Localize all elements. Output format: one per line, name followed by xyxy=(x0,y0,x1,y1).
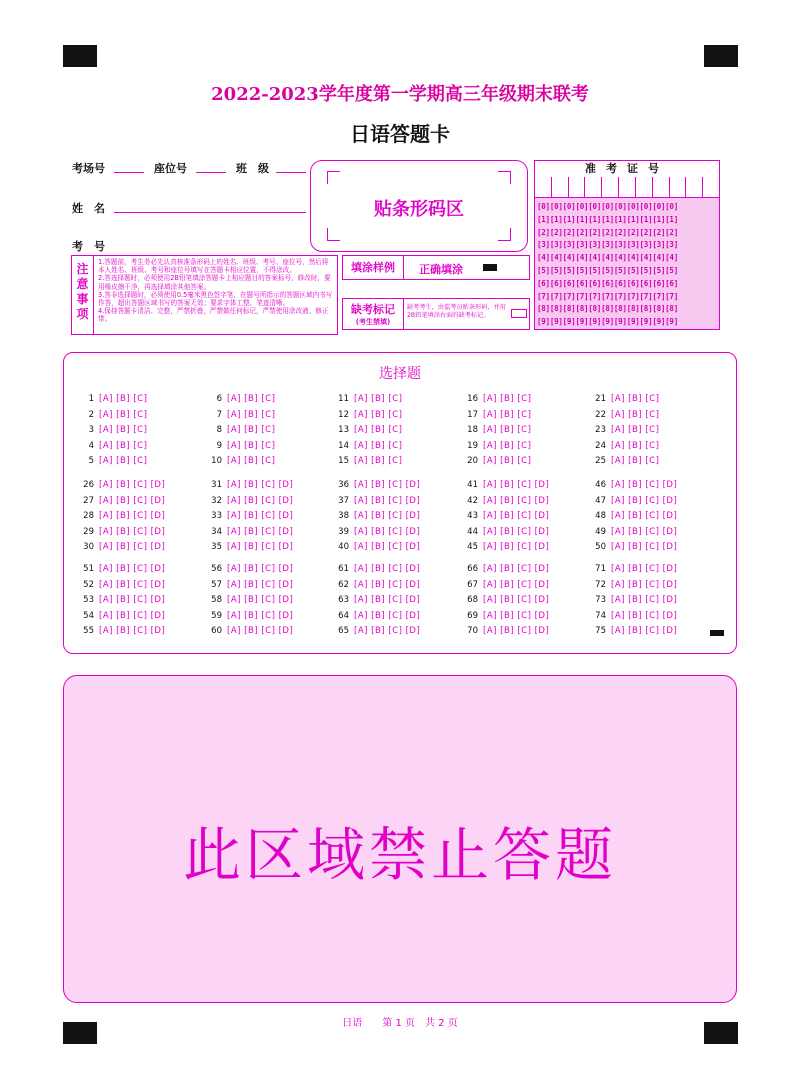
question-number: 13 xyxy=(338,425,349,435)
student-id-label: 考 号 xyxy=(72,240,105,253)
answer-options[interactable]: [A] [B] [C] xyxy=(611,409,660,420)
question-59[interactable] xyxy=(202,611,293,621)
answer-options[interactable]: [A] [B] [C] [D] xyxy=(611,579,678,590)
question-number: 4 xyxy=(88,440,94,451)
question-number: 22 xyxy=(595,409,606,420)
answer-options[interactable]: [A] [B] [C] [D] xyxy=(483,526,550,537)
question-66[interactable] xyxy=(458,564,549,574)
question-number: 66 xyxy=(467,564,478,574)
question-number: 1 xyxy=(88,394,94,404)
answer-options[interactable]: [A] [B] [C] [D] xyxy=(354,511,421,521)
question-number: 21 xyxy=(595,394,606,404)
question-number: 69 xyxy=(467,610,478,621)
question-20[interactable] xyxy=(458,456,531,466)
question-19[interactable] xyxy=(458,441,531,451)
question-number: 38 xyxy=(338,511,349,521)
seat-label: 座位号 xyxy=(154,162,187,175)
answer-options[interactable]: [A] [B] [C] xyxy=(354,456,403,466)
question-number: 56 xyxy=(211,564,222,574)
question-number: 46 xyxy=(595,480,606,490)
question-34[interactable] xyxy=(202,527,293,537)
digit-row[interactable]: [4][4][4][4][4][4][4][4][4][4][4] xyxy=(537,253,678,263)
question-number: 71 xyxy=(595,564,606,574)
name-label: 姓 名 xyxy=(72,202,105,215)
question-64[interactable] xyxy=(329,611,420,621)
barcode-corner xyxy=(327,228,340,241)
question-73[interactable] xyxy=(586,595,677,605)
question-number: 52 xyxy=(83,579,94,590)
alignment-mark-top-right xyxy=(704,45,738,67)
question-number: 41 xyxy=(467,480,478,490)
answer-options[interactable]: [A] [B] [C] [D] xyxy=(227,610,294,621)
notes-box xyxy=(71,255,338,335)
question-number: 68 xyxy=(467,595,478,605)
answer-options[interactable]: [A] [B] [C] [D] xyxy=(227,595,294,605)
answer-options[interactable]: [A] [B] [C] xyxy=(611,440,660,451)
answer-options[interactable]: [A] [B] [C] xyxy=(354,394,403,404)
question-number: 9 xyxy=(216,440,222,451)
answer-options[interactable]: [A] [B] [C] [D] xyxy=(611,511,678,521)
question-68[interactable] xyxy=(458,595,549,605)
question-33[interactable] xyxy=(202,511,293,521)
exam-number-header: 准考证号 xyxy=(535,161,719,178)
answer-options[interactable]: [A] [B] [C] xyxy=(227,409,276,420)
question-38[interactable] xyxy=(329,511,420,521)
question-number: 73 xyxy=(595,595,606,605)
barcode-corner xyxy=(498,228,511,241)
question-44[interactable] xyxy=(458,527,549,537)
class-label: 班 级 xyxy=(236,162,269,175)
correct-fill-mark xyxy=(483,264,497,271)
question-36[interactable] xyxy=(329,480,420,490)
question-52[interactable] xyxy=(74,580,165,590)
class-field[interactable] xyxy=(276,160,306,173)
question-22[interactable] xyxy=(586,410,659,420)
answer-options[interactable]: [A] [B] [C] [D] xyxy=(483,579,550,590)
digit-row[interactable]: [7][7][7][7][7][7][7][7][7][7][7] xyxy=(537,291,678,301)
question-58[interactable] xyxy=(202,595,293,605)
absent-mark-sublabel: (考生禁填) xyxy=(355,318,391,326)
question-number: 30 xyxy=(83,542,94,552)
answer-options[interactable]: [A] [B] [C] [D] xyxy=(483,511,550,521)
question-43[interactable] xyxy=(458,511,549,521)
answer-options[interactable]: [A] [B] [C] [D] xyxy=(227,526,294,537)
answer-options[interactable]: [A] [B] [C] xyxy=(483,440,532,451)
answer-options[interactable]: [A] [B] [C] [D] xyxy=(354,595,421,605)
question-72[interactable] xyxy=(586,580,677,590)
question-48[interactable] xyxy=(586,511,677,521)
question-number: 44 xyxy=(467,526,478,537)
barcode-label: 贴条形码区 xyxy=(374,199,464,220)
question-1[interactable] xyxy=(74,394,147,404)
answer-options[interactable]: [A] [B] [C] [D] xyxy=(483,626,550,636)
question-45[interactable] xyxy=(458,542,549,552)
question-4[interactable] xyxy=(74,441,147,451)
no-answer-area xyxy=(63,675,737,1003)
question-8[interactable] xyxy=(202,425,275,435)
answer-options[interactable]: [A] [B] [C] [D] xyxy=(354,495,421,506)
exam-number-write-cells[interactable] xyxy=(535,177,719,198)
question-number: 26 xyxy=(83,480,94,490)
question-number: 25 xyxy=(595,456,606,466)
question-number: 8 xyxy=(216,425,222,435)
question-number: 58 xyxy=(211,595,222,605)
question-57[interactable] xyxy=(202,580,293,590)
answer-options[interactable]: [A] [B] [C] xyxy=(227,394,276,404)
question-number: 54 xyxy=(83,610,94,621)
seat-field[interactable] xyxy=(196,160,226,173)
question-25[interactable] xyxy=(586,456,659,466)
note-item: 2.答选择题时，必须使用2B铅笔填涂答题卡上相应题目的答案标号，修改时，要用橡皮擦干净，再选择填涂其他答案。 xyxy=(98,274,331,291)
choice-timing-mark xyxy=(710,630,724,636)
answer-options[interactable]: [A] [B] [C] xyxy=(227,440,276,451)
answer-options[interactable]: [A] [B] [C] xyxy=(611,394,660,404)
alignment-mark-top-left xyxy=(63,45,97,67)
question-70[interactable] xyxy=(458,626,549,636)
question-5[interactable] xyxy=(74,456,147,466)
question-7[interactable] xyxy=(202,410,275,420)
question-number: 48 xyxy=(595,511,606,521)
choice-section xyxy=(63,352,737,654)
answer-options[interactable]: [A] [B] [C] [D] xyxy=(354,610,421,621)
question-3[interactable] xyxy=(74,425,147,435)
digit-row[interactable]: [0][0][0][0][0][0][0][0][0][0][0] xyxy=(537,202,678,211)
question-51[interactable] xyxy=(74,564,165,574)
answer-options[interactable]: [A] [B] [C] [D] xyxy=(354,579,421,590)
question-number: 10 xyxy=(211,456,222,466)
answer-options[interactable]: [A] [B] [C] [D] xyxy=(99,595,166,605)
answer-options[interactable]: [A] [B] [C] [D] xyxy=(99,579,166,590)
question-number: 3 xyxy=(88,425,94,435)
digit-row[interactable]: [5][5][5][5][5][5][5][5][5][5][5] xyxy=(537,265,678,275)
question-74[interactable] xyxy=(586,611,677,621)
answer-options[interactable]: [A] [B] [C] [D] xyxy=(227,564,294,574)
question-number: 62 xyxy=(338,579,349,590)
question-63[interactable] xyxy=(329,595,420,605)
absent-mark-label: 缺考标记 xyxy=(351,303,395,316)
question-61[interactable] xyxy=(329,564,420,574)
question-number: 37 xyxy=(338,495,349,506)
question-number: 34 xyxy=(211,526,222,537)
question-number: 75 xyxy=(595,626,606,636)
question-number: 24 xyxy=(595,440,606,451)
answer-options[interactable]: [A] [B] [C] xyxy=(354,440,403,451)
question-number: 43 xyxy=(467,511,478,521)
question-number: 50 xyxy=(595,542,606,552)
notes-heading: 注意事项 xyxy=(72,256,94,334)
barcode-area xyxy=(310,160,528,252)
question-number: 23 xyxy=(595,425,606,435)
answer-options[interactable]: [A] [B] [C] xyxy=(611,456,660,466)
question-26[interactable] xyxy=(74,480,165,490)
question-30[interactable] xyxy=(74,542,165,552)
exam-room-field[interactable] xyxy=(114,160,144,173)
exam-title: 2022-2023学年度第一学期高三年级期末联考 xyxy=(211,84,589,105)
answer-options[interactable]: [A] [B] [C] [D] xyxy=(354,626,421,636)
question-number: 18 xyxy=(467,425,478,435)
question-24[interactable] xyxy=(586,441,659,451)
digit-row[interactable]: [6][6][6][6][6][6][6][6][6][6][6] xyxy=(537,278,678,288)
answer-options[interactable]: [A] [B] [C] [D] xyxy=(227,626,294,636)
answer-options[interactable]: [A] [B] [C] [D] xyxy=(354,480,421,490)
answer-options[interactable]: [A] [B] [C] [D] xyxy=(354,542,421,552)
question-number: 7 xyxy=(216,409,222,420)
question-number: 31 xyxy=(211,480,222,490)
question-32[interactable] xyxy=(202,496,293,506)
question-18[interactable] xyxy=(458,425,531,435)
question-71[interactable] xyxy=(586,564,677,574)
question-47[interactable] xyxy=(586,496,677,506)
question-28[interactable] xyxy=(74,511,165,521)
answer-options[interactable]: [A] [B] [C] xyxy=(611,425,660,435)
answer-options[interactable]: [A] [B] [C] xyxy=(99,425,148,435)
absent-checkbox[interactable] xyxy=(511,309,527,318)
question-number: 29 xyxy=(83,526,94,537)
answer-options[interactable]: [A] [B] [C] [D] xyxy=(99,526,166,537)
answer-options[interactable]: [A] [B] [C] xyxy=(227,425,276,435)
answer-options[interactable]: [A] [B] [C] [D] xyxy=(99,480,166,490)
answer-options[interactable]: [A] [B] [C] [D] xyxy=(483,610,550,621)
answer-options[interactable]: [A] [B] [C] xyxy=(227,456,276,466)
answer-options[interactable]: [A] [B] [C] [D] xyxy=(611,495,678,506)
question-number: 11 xyxy=(338,394,349,404)
question-37[interactable] xyxy=(329,496,420,506)
question-number: 35 xyxy=(211,542,222,552)
exam-number-bubbles[interactable] xyxy=(537,201,717,329)
question-number: 28 xyxy=(83,511,94,521)
answer-options[interactable]: [A] [B] [C] [D] xyxy=(611,480,678,490)
question-67[interactable] xyxy=(458,580,549,590)
question-29[interactable] xyxy=(74,527,165,537)
question-54[interactable] xyxy=(74,611,165,621)
answer-options[interactable]: [A] [B] [C] [D] xyxy=(227,579,294,590)
question-69[interactable] xyxy=(458,611,549,621)
absent-mark-instruction: 缺考考生，由监考员贴条形码，并用2B铅笔填涂右面的缺考标记。 xyxy=(407,304,506,319)
answer-options[interactable]: [A] [B] [C] [D] xyxy=(483,595,550,605)
question-31[interactable] xyxy=(202,480,293,490)
answer-options[interactable]: [A] [B] [C] [D] xyxy=(483,480,550,490)
question-2[interactable] xyxy=(74,410,147,420)
question-46[interactable] xyxy=(586,480,677,490)
name-field[interactable] xyxy=(114,200,306,213)
question-16[interactable] xyxy=(458,394,531,404)
question-17[interactable] xyxy=(458,410,531,420)
question-number: 55 xyxy=(83,626,94,636)
question-number: 27 xyxy=(83,495,94,506)
note-item: 4.保持答题卡清洁、完整，严禁折叠，严禁做任何标记，严禁使用涂改液、修正带。 xyxy=(98,307,329,324)
question-number: 12 xyxy=(338,409,349,420)
question-number: 2 xyxy=(88,409,94,420)
question-number: 47 xyxy=(595,495,606,506)
question-21[interactable] xyxy=(586,394,659,404)
question-50[interactable] xyxy=(586,542,677,552)
question-number: 64 xyxy=(338,610,349,621)
question-41[interactable] xyxy=(458,480,549,490)
answer-options[interactable]: [A] [B] [C] xyxy=(483,394,532,404)
question-12[interactable] xyxy=(329,410,402,420)
barcode-corner xyxy=(327,171,340,184)
answer-options[interactable]: [A] [B] [C] [D] xyxy=(99,511,166,521)
question-number: 16 xyxy=(467,394,478,404)
note-item: 3.答非选择题时，必须使用0.5毫米黑色签字笔，在题号所指示的答题区域内书写作答，超出答题区域书写的答案无效；要求字体工整、笔迹清晰。 xyxy=(98,290,333,308)
answer-options[interactable]: [A] [B] [C] [D] xyxy=(354,526,421,537)
digit-row[interactable]: [8][8][8][8][8][8][8][8][8][8][8] xyxy=(537,304,678,314)
question-number: 53 xyxy=(83,595,94,605)
question-39[interactable] xyxy=(329,527,420,537)
question-13[interactable] xyxy=(329,425,402,435)
answer-options[interactable]: [A] [B] [C] xyxy=(99,394,148,404)
question-number: 33 xyxy=(211,511,222,521)
digit-row[interactable]: [2][2][2][2][2][2][2][2][2][2][2] xyxy=(537,227,678,237)
question-75[interactable] xyxy=(586,626,677,636)
question-number: 59 xyxy=(211,610,222,621)
fill-example-label: 填涂样例 xyxy=(343,256,404,279)
exam-number-grid xyxy=(534,160,720,330)
answer-options[interactable]: [A] [B] [C] [D] xyxy=(227,480,294,490)
question-number: 51 xyxy=(83,564,94,574)
question-35[interactable] xyxy=(202,542,293,552)
absent-mark-box xyxy=(342,298,530,330)
question-65[interactable] xyxy=(329,626,420,636)
answer-options[interactable]: [A] [B] [C] [D] xyxy=(611,526,678,537)
question-number: 5 xyxy=(88,456,94,466)
answer-options[interactable]: [A] [B] [C] [D] xyxy=(99,495,166,506)
barcode-corner xyxy=(498,171,511,184)
digit-row[interactable]: [1][1][1][1][1][1][1][1][1][1][1] xyxy=(537,214,678,224)
question-53[interactable] xyxy=(74,595,165,605)
digit-row[interactable]: [3][3][3][3][3][3][3][3][3][3][3] xyxy=(537,240,678,250)
question-14[interactable] xyxy=(329,441,402,451)
question-23[interactable] xyxy=(586,425,659,435)
answer-options[interactable]: [A] [B] [C] [D] xyxy=(611,610,678,621)
question-number: 40 xyxy=(338,542,349,552)
question-number: 17 xyxy=(467,409,478,420)
answer-options[interactable]: [A] [B] [C] xyxy=(483,456,532,466)
answer-options[interactable]: [A] [B] [C] [D] xyxy=(99,542,166,552)
answer-options[interactable]: [A] [B] [C] [D] xyxy=(99,564,166,574)
question-15[interactable] xyxy=(329,456,402,466)
question-number: 63 xyxy=(338,595,349,605)
answer-options[interactable]: [A] [B] [C] [D] xyxy=(611,542,678,552)
question-11[interactable] xyxy=(329,394,402,404)
answer-options[interactable]: [A] [B] [C] xyxy=(354,409,403,420)
question-number: 6 xyxy=(216,394,222,404)
question-number: 39 xyxy=(338,526,349,537)
answer-options[interactable]: [A] [B] [C] [D] xyxy=(227,542,294,552)
question-number: 36 xyxy=(338,480,349,490)
question-9[interactable] xyxy=(202,441,275,451)
answer-options[interactable]: [A] [B] [C] xyxy=(99,456,148,466)
choice-section-title: 选择题 xyxy=(379,366,421,382)
question-number: 14 xyxy=(338,440,349,451)
question-number: 60 xyxy=(211,626,222,636)
question-number: 19 xyxy=(467,440,478,451)
digit-row[interactable]: [9][9][9][9][9][9][9][9][9][9][9] xyxy=(537,317,678,327)
answer-options[interactable]: [A] [B] [C] [D] xyxy=(611,564,678,574)
answer-options[interactable]: [A] [B] [C] [D] xyxy=(483,564,550,574)
answer-sheet-title: 日语答题卡 xyxy=(350,122,450,146)
question-55[interactable] xyxy=(74,626,165,636)
question-10[interactable] xyxy=(202,456,275,466)
note-item: 1.答题前，考生务必先认真核准条形码上的姓名、班级、考号、座位号，然后将本人姓名、班级、考号和座位号填写在答题卡相应位置，不得涂改。 xyxy=(98,258,329,275)
answer-options[interactable]: [A] [B] [C] xyxy=(99,409,148,420)
exam-room-label: 考场号 xyxy=(72,162,105,175)
question-number: 32 xyxy=(211,495,222,506)
answer-options[interactable]: [A] [B] [C] [D] xyxy=(99,626,166,636)
question-number: 70 xyxy=(467,626,478,636)
correct-fill-label: 正确填涂 xyxy=(419,263,463,276)
question-number: 67 xyxy=(467,579,478,590)
answer-options[interactable]: [A] [B] [C] [D] xyxy=(611,626,678,636)
answer-options[interactable]: [A] [B] [C] xyxy=(483,409,532,420)
question-60[interactable] xyxy=(202,626,293,636)
notes-list xyxy=(98,258,333,324)
answer-options[interactable]: [A] [B] [C] [D] xyxy=(227,511,294,521)
question-49[interactable] xyxy=(586,527,677,537)
answer-options[interactable]: [A] [B] [C] [D] xyxy=(611,595,678,605)
question-40[interactable] xyxy=(329,542,420,552)
question-number: 42 xyxy=(467,495,478,506)
question-number: 49 xyxy=(595,526,606,537)
question-number: 72 xyxy=(595,579,606,590)
question-number: 65 xyxy=(338,626,349,636)
answer-options[interactable]: [A] [B] [C] [D] xyxy=(227,495,294,506)
question-27[interactable] xyxy=(74,496,165,506)
no-answer-text: 此区域禁止答题 xyxy=(182,821,617,889)
fill-example-box xyxy=(342,255,530,280)
question-6[interactable] xyxy=(202,394,275,404)
answer-options[interactable]: [A] [B] [C] xyxy=(483,425,532,435)
question-56[interactable] xyxy=(202,564,293,574)
answer-options[interactable]: [A] [B] [C] [D] xyxy=(99,610,166,621)
question-number: 57 xyxy=(211,579,222,590)
answer-options[interactable]: [A] [B] [C] [D] xyxy=(354,564,421,574)
question-42[interactable] xyxy=(458,496,549,506)
question-number: 15 xyxy=(338,456,349,466)
question-number: 61 xyxy=(338,564,349,574)
absent-mark-header xyxy=(343,299,404,329)
question-number: 20 xyxy=(467,456,478,466)
question-number: 74 xyxy=(595,610,606,621)
answer-options[interactable]: [A] [B] [C] [D] xyxy=(483,542,550,552)
answer-options[interactable]: [A] [B] [C] xyxy=(99,440,148,451)
question-62[interactable] xyxy=(329,580,420,590)
answer-options[interactable]: [A] [B] [C] xyxy=(354,425,403,435)
page-footer: 日语 第 1 页 共 2 页 xyxy=(342,1018,458,1029)
question-number: 45 xyxy=(467,542,478,552)
answer-options[interactable]: [A] [B] [C] [D] xyxy=(483,495,550,506)
